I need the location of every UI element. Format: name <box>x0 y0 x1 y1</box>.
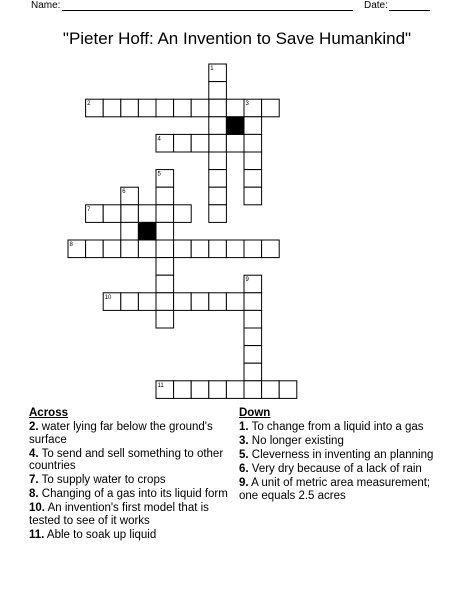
clue-across-8: 8. Changing of a gas into its liquid form <box>29 488 228 500</box>
down-heading: Down <box>239 407 271 419</box>
cell-number: 10 <box>104 294 112 301</box>
grid-cell[interactable] <box>244 293 262 311</box>
grid-cell[interactable] <box>226 293 244 311</box>
clue-down-3: 3. No longer existing <box>239 435 344 447</box>
across-clue-list <box>29 421 229 543</box>
grid-cell[interactable] <box>174 99 192 117</box>
grid-cell[interactable] <box>209 293 227 311</box>
grid-cell[interactable] <box>138 99 156 117</box>
grid-cell[interactable] <box>156 205 174 223</box>
grid-cell[interactable] <box>86 240 104 258</box>
cell-number: 3 <box>245 101 249 108</box>
page-title: "Pieter Hoff: An Invention to Save Humankind" <box>62 29 412 48</box>
grid-cell[interactable] <box>156 99 174 117</box>
grid-cell[interactable] <box>121 222 139 240</box>
cell-number: 5 <box>157 171 161 178</box>
grid-cell[interactable] <box>138 240 156 258</box>
grid-cell[interactable] <box>191 240 209 258</box>
grid-cell[interactable] <box>279 381 297 399</box>
clue-across-11: 11. Able to soak up liquid <box>29 528 157 541</box>
grid-cell[interactable] <box>244 240 262 258</box>
grid-cell[interactable] <box>244 363 262 381</box>
grid-cell[interactable] <box>174 205 192 223</box>
grid-cell[interactable] <box>191 134 209 152</box>
grid-cell[interactable] <box>244 187 262 205</box>
grid-cell[interactable] <box>121 205 139 223</box>
grid-cell[interactable] <box>138 293 156 311</box>
grid-cell[interactable] <box>103 240 121 258</box>
grid-cell[interactable] <box>209 152 227 170</box>
grid-cell[interactable] <box>174 293 192 311</box>
grid-cell[interactable] <box>156 293 174 311</box>
cell-number: 1 <box>210 66 214 72</box>
grid-cell[interactable] <box>226 134 244 152</box>
grid-cell[interactable] <box>174 134 192 152</box>
grid-cell[interactable] <box>209 170 227 188</box>
black-cell <box>226 117 244 135</box>
clue-down-1: 1. To change from a liquid into a gas <box>239 421 424 433</box>
clue-down-6: 6. Very dry because of a lack of rain <box>239 463 422 475</box>
grid-cell[interactable] <box>244 328 262 346</box>
grid-cell[interactable] <box>244 152 262 170</box>
grid-cell[interactable] <box>244 310 262 328</box>
grid-cell[interactable] <box>226 381 244 399</box>
grid-cell[interactable] <box>156 240 174 258</box>
cell-number: 6 <box>122 189 126 196</box>
grid-cell[interactable] <box>174 240 192 258</box>
grid-cell[interactable] <box>191 99 209 117</box>
grid-cell[interactable] <box>174 381 192 399</box>
grid-cell[interactable] <box>262 99 280 117</box>
grid-cell[interactable] <box>262 240 280 258</box>
grid-cell[interactable] <box>244 134 262 152</box>
down-clue-list <box>239 421 439 504</box>
grid-cell[interactable] <box>156 275 174 293</box>
grid-cell[interactable] <box>209 381 227 399</box>
clue-down-5: 5. Cleverness in inventing an planning <box>239 449 434 461</box>
clue-across-4: 4. To send and sell something to other countries <box>29 447 224 472</box>
cell-number: 7 <box>87 206 91 213</box>
cell-number: 2 <box>87 101 91 108</box>
date-label: Date: <box>364 0 388 11</box>
grid-cell[interactable] <box>244 346 262 364</box>
grid-cell[interactable] <box>138 205 156 223</box>
grid-cell[interactable] <box>209 99 227 117</box>
clue-across-10: 10. An invention's first model that is tested to see of it works <box>29 502 209 527</box>
across-heading: Across <box>29 407 68 419</box>
grid-cell[interactable] <box>209 187 227 205</box>
cell-number: 4 <box>157 136 161 143</box>
cell-number: 11 <box>157 382 164 389</box>
grid-cell[interactable] <box>262 381 280 399</box>
clue-across-2: 2. water lying far below the ground's surface <box>29 421 213 446</box>
grid-cell[interactable] <box>103 205 121 223</box>
grid-cell[interactable] <box>121 99 139 117</box>
grid-cell[interactable] <box>103 99 121 117</box>
grid-cell[interactable] <box>226 240 244 258</box>
grid-cell[interactable] <box>121 293 139 311</box>
clue-across-7: 7. To supply water to crops <box>29 474 166 486</box>
name-label: Name: <box>31 0 61 11</box>
grid-cell[interactable] <box>156 310 174 328</box>
grid-cell[interactable] <box>226 99 244 117</box>
grid-cell[interactable] <box>121 240 139 258</box>
grid-cell[interactable] <box>191 381 209 399</box>
grid-cell[interactable] <box>209 205 227 223</box>
cell-number: 8 <box>69 242 73 248</box>
grid-cell[interactable] <box>209 240 227 258</box>
grid-cell[interactable] <box>244 117 262 135</box>
grid-cell[interactable] <box>244 381 262 399</box>
grid-cell[interactable] <box>156 187 174 205</box>
grid-cell[interactable] <box>244 170 262 188</box>
cell-number: 9 <box>245 277 249 284</box>
grid-cell[interactable] <box>156 258 174 276</box>
grid-cell[interactable] <box>209 82 227 100</box>
clue-down-9: 9. A unit of metric area measurement; one equals 2.5 acres <box>239 477 431 502</box>
black-cell <box>138 222 156 240</box>
grid-cell[interactable] <box>209 134 227 152</box>
grid-cell[interactable] <box>156 222 174 240</box>
grid-cell[interactable] <box>209 117 227 135</box>
grid-cell[interactable] <box>191 293 209 311</box>
